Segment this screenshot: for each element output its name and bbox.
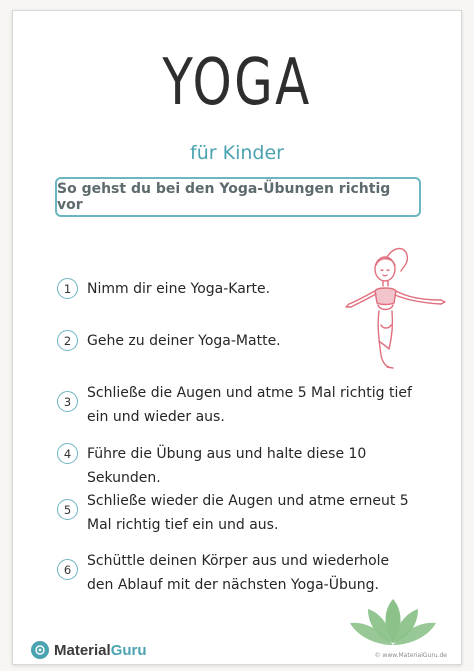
- brand-logo-icon: [31, 641, 49, 659]
- step-4: [57, 442, 417, 490]
- copyright-text: © www.MaterialGuru.de: [374, 652, 447, 659]
- step-text: Schließe wieder die Augen und atme erneut 5 Mal richtig tief ein und aus.: [87, 493, 409, 533]
- step-2: [57, 329, 417, 353]
- materialguru-logo: [31, 641, 147, 659]
- instructions-banner: [55, 177, 421, 217]
- brand-name-part1: Material: [54, 641, 111, 659]
- brand-name: [54, 642, 147, 659]
- step-3: [57, 381, 417, 429]
- step-text: Gehe zu deiner Yoga-Matte.: [87, 333, 281, 349]
- step-1: [57, 277, 417, 301]
- page-title: YOGA: [162, 46, 312, 120]
- step-number: 3: [57, 391, 78, 412]
- step-text: Nimm dir eine Yoga-Karte.: [87, 281, 271, 297]
- page-subtitle: für Kinder: [190, 142, 284, 164]
- step-5: [57, 489, 417, 537]
- brand-name-part2: Guru: [110, 641, 147, 659]
- step-number: 6: [57, 559, 78, 580]
- step-number: 2: [57, 330, 78, 351]
- step-number: 1: [57, 278, 78, 299]
- step-text: Führe die Übung aus und halte diese 10 Sekunden.: [87, 446, 367, 486]
- step-text: Schließe die Augen und atme 5 Mal richtig tief ein und wieder aus.: [87, 385, 412, 425]
- worksheet-page: [12, 10, 462, 665]
- lotus-flower-icon: [346, 593, 440, 651]
- step-number: 5: [57, 499, 78, 520]
- step-number: 4: [57, 443, 78, 464]
- step-6: [57, 549, 417, 597]
- banner-text: So gehst du bei den Yoga-Übungen richtig vor: [57, 181, 391, 213]
- step-text: Schüttle deinen Körper aus und wiederhole den Ablauf mit der nächsten Yoga-Übung.: [87, 553, 390, 593]
